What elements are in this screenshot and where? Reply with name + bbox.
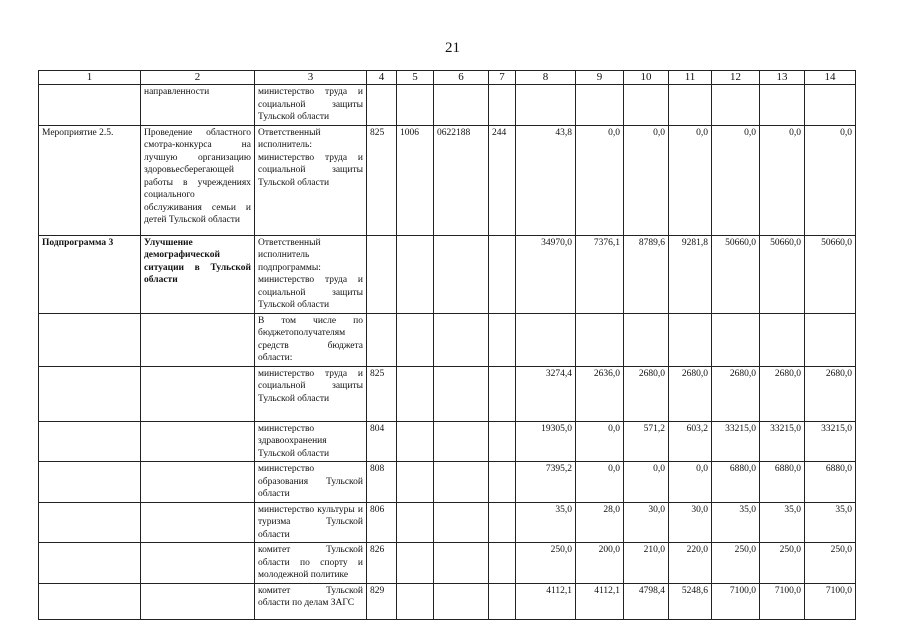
table-cell: 50660,0: [805, 235, 856, 313]
table-cell: 35,0: [805, 502, 856, 543]
table-cell: 0,0: [712, 125, 760, 235]
table-cell: [434, 421, 489, 462]
table-cell: 806: [367, 502, 397, 543]
table-cell: [434, 85, 489, 126]
header-cell: 8: [516, 71, 576, 85]
table-cell: [397, 502, 434, 543]
table-cell: [39, 583, 141, 619]
header-cell: 1: [39, 71, 141, 85]
table-cell: [141, 462, 255, 503]
table-cell: [516, 313, 576, 366]
table-cell: [397, 235, 434, 313]
table-cell: [489, 583, 516, 619]
table-cell: 33215,0: [760, 421, 805, 462]
table-cell: 33215,0: [712, 421, 760, 462]
table-cell: 0,0: [624, 462, 669, 503]
table-cell: 4112,1: [516, 583, 576, 619]
table-row: [39, 583, 856, 619]
page-number: 21: [445, 40, 460, 56]
table-cell: [39, 462, 141, 503]
table-cell: 250,0: [712, 543, 760, 584]
table-cell: [489, 502, 516, 543]
header-cell: 13: [760, 71, 805, 85]
table-cell: 0,0: [669, 462, 712, 503]
table-cell: 6880,0: [760, 462, 805, 503]
table-cell: [397, 543, 434, 584]
table-cell: 250,0: [516, 543, 576, 584]
table-cell: 829: [367, 583, 397, 619]
table-cell: 0,0: [624, 125, 669, 235]
table-cell: Улучшение демографической ситуации в Тульской области: [141, 235, 255, 313]
table-cell: В том числе по бюджетополучателям средств бюджета области:: [255, 313, 367, 366]
table-cell: Подпрограмма 3: [39, 235, 141, 313]
table-cell: Ответственный исполнитель: министерство труда и социальной защиты Тульской области: [255, 125, 367, 235]
table-cell: 825: [367, 366, 397, 421]
table-cell: 4798,4: [624, 583, 669, 619]
table-cell: [39, 313, 141, 366]
table-cell: 34970,0: [516, 235, 576, 313]
table-cell: [624, 85, 669, 126]
table-cell: 50660,0: [760, 235, 805, 313]
table-cell: [576, 313, 624, 366]
table-cell: 2680,0: [624, 366, 669, 421]
header-cell: 3: [255, 71, 367, 85]
table-cell: 35,0: [516, 502, 576, 543]
table-cell: [760, 313, 805, 366]
table-cell: [39, 502, 141, 543]
table-cell: 4112,1: [576, 583, 624, 619]
table-cell: [367, 85, 397, 126]
table-cell: 7376,1: [576, 235, 624, 313]
table-cell: 30,0: [669, 502, 712, 543]
header-cell: 10: [624, 71, 669, 85]
table-cell: Мероприятие 2.5.: [39, 125, 141, 235]
header-cell: 4: [367, 71, 397, 85]
table-row: [39, 421, 856, 462]
table-row: [39, 125, 856, 235]
table-cell: 250,0: [805, 543, 856, 584]
table-row: [39, 235, 856, 313]
table-cell: 35,0: [712, 502, 760, 543]
table-cell: направленности: [141, 85, 255, 126]
table-cell: 7100,0: [712, 583, 760, 619]
header-cell: 6: [434, 71, 489, 85]
table-cell: [489, 85, 516, 126]
table-cell: [39, 543, 141, 584]
table-cell: 9281,8: [669, 235, 712, 313]
table-cell: 30,0: [624, 502, 669, 543]
table-cell: [397, 313, 434, 366]
table-cell: [434, 462, 489, 503]
table-cell: министерство культуры и туризма Тульской области: [255, 502, 367, 543]
table-cell: [141, 502, 255, 543]
table-cell: 3274,4: [516, 366, 576, 421]
table-cell: 808: [367, 462, 397, 503]
header-cell: 5: [397, 71, 434, 85]
table-cell: [489, 366, 516, 421]
table-cell: [489, 543, 516, 584]
budget-table: [38, 70, 856, 620]
table-cell: [489, 421, 516, 462]
table-cell: [805, 313, 856, 366]
table-cell: 2680,0: [760, 366, 805, 421]
table-row: [39, 502, 856, 543]
table-cell: Проведение областного смотра-конкурса на лучшую организацию здоровьесберегающей работы в учреждениях социального обслуживания семьи и детей Тульской области: [141, 125, 255, 235]
table-cell: [434, 235, 489, 313]
table-cell: 43,8: [516, 125, 576, 235]
table-cell: 7100,0: [760, 583, 805, 619]
table-cell: 2636,0: [576, 366, 624, 421]
table-cell: [397, 85, 434, 126]
table-row: [39, 85, 856, 126]
table-cell: 2680,0: [669, 366, 712, 421]
table-cell: 1006: [397, 125, 434, 235]
table-cell: [397, 421, 434, 462]
header-cell: 9: [576, 71, 624, 85]
table-cell: 571,2: [624, 421, 669, 462]
table-cell: [39, 85, 141, 126]
table-cell: [712, 85, 760, 126]
table-cell: министерство здравоохранения Тульской области: [255, 421, 367, 462]
table-cell: 33215,0: [805, 421, 856, 462]
table-cell: Ответственный исполнитель подпрограммы: министерство труда и социальной защиты Тульской области: [255, 235, 367, 313]
table-cell: [141, 583, 255, 619]
table-cell: [141, 313, 255, 366]
table-cell: [624, 313, 669, 366]
table-cell: 804: [367, 421, 397, 462]
table-cell: [141, 366, 255, 421]
table-cell: 210,0: [624, 543, 669, 584]
table-cell: комитет Тульской области по спорту и молодежной политике: [255, 543, 367, 584]
table-cell: [489, 235, 516, 313]
table-cell: 35,0: [760, 502, 805, 543]
table-cell: 220,0: [669, 543, 712, 584]
header-cell: 7: [489, 71, 516, 85]
table-cell: [397, 583, 434, 619]
table-cell: 5248,6: [669, 583, 712, 619]
header-cell: 2: [141, 71, 255, 85]
table-cell: [39, 366, 141, 421]
table-row: [39, 462, 856, 503]
table-cell: 0,0: [576, 421, 624, 462]
table-cell: министерство труда и социальной защиты Тульской области: [255, 85, 367, 126]
table-cell: 0,0: [669, 125, 712, 235]
table-cell: [434, 543, 489, 584]
table-cell: 826: [367, 543, 397, 584]
header-cell: 12: [712, 71, 760, 85]
table-cell: [434, 502, 489, 543]
table-cell: 6880,0: [712, 462, 760, 503]
table-cell: 2680,0: [712, 366, 760, 421]
table-cell: [367, 313, 397, 366]
table-cell: 0,0: [760, 125, 805, 235]
table-cell: 244: [489, 125, 516, 235]
table-cell: [397, 462, 434, 503]
table-cell: [489, 462, 516, 503]
table-cell: [576, 85, 624, 126]
table-cell: 2680,0: [805, 366, 856, 421]
table-cell: 0,0: [576, 462, 624, 503]
table-cell: [141, 543, 255, 584]
table-cell: министерство труда и социальной защиты Тульской области: [255, 366, 367, 421]
table-cell: 250,0: [760, 543, 805, 584]
table-cell: [760, 85, 805, 126]
table-cell: [712, 313, 760, 366]
table-cell: 200,0: [576, 543, 624, 584]
table-cell: 50660,0: [712, 235, 760, 313]
table-cell: комитет Тульской области по делам ЗАГС: [255, 583, 367, 619]
table-cell: 7395,2: [516, 462, 576, 503]
table-cell: [516, 85, 576, 126]
table-cell: [367, 235, 397, 313]
table-cell: [141, 421, 255, 462]
table-row: [39, 543, 856, 584]
table-row: [39, 366, 856, 421]
table-row: [39, 313, 856, 366]
table-cell: [434, 313, 489, 366]
table-cell: 8789,6: [624, 235, 669, 313]
table-cell: [39, 421, 141, 462]
table-cell: 6880,0: [805, 462, 856, 503]
table-cell: 0,0: [805, 125, 856, 235]
table-cell: [397, 366, 434, 421]
table-cell: [489, 313, 516, 366]
table-cell: 825: [367, 125, 397, 235]
table-cell: [669, 85, 712, 126]
table-cell: 7100,0: [805, 583, 856, 619]
table-cell: 0622188: [434, 125, 489, 235]
table-header-row: [39, 71, 856, 85]
header-cell: 14: [805, 71, 856, 85]
header-cell: 11: [669, 71, 712, 85]
table-cell: [434, 366, 489, 421]
table-cell: министерство образования Тульской области: [255, 462, 367, 503]
table-cell: 19305,0: [516, 421, 576, 462]
table-cell: 28,0: [576, 502, 624, 543]
table-cell: 0,0: [576, 125, 624, 235]
table-cell: [669, 313, 712, 366]
table-cell: 603,2: [669, 421, 712, 462]
table-cell: [434, 583, 489, 619]
table-cell: [805, 85, 856, 126]
